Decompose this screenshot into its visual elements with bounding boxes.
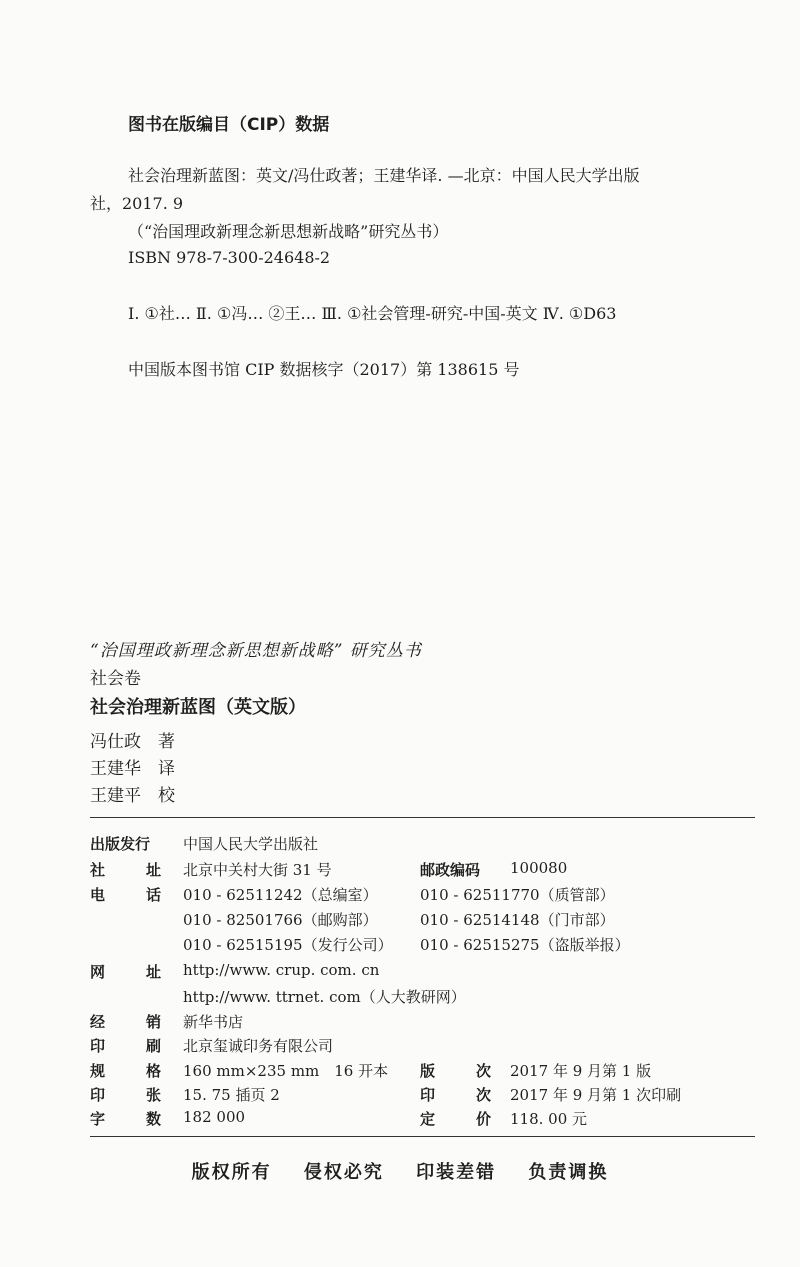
book-title: 社会治理新蓝图（英文版） — [90, 697, 306, 718]
cip-series-line: （“治国理政新理念新思想新战略”研究丛书） — [128, 222, 449, 241]
spec-value: 160 mm×235 mm 16 开本 — [183, 1062, 389, 1080]
divider-top — [90, 817, 755, 818]
copyright-notice — [0, 1158, 800, 1184]
rights-reserved: 版权所有 — [191, 1162, 272, 1183]
cip-title: 图书在版编目（CIP）数据 — [128, 115, 330, 135]
exchange-notice: 负责调换 — [528, 1162, 609, 1183]
postcode-value: 100080 — [510, 859, 568, 877]
divider-bottom — [90, 1136, 755, 1137]
cip-verification-number: 中国版本图书馆 CIP 数据核字（2017）第 138615 号 — [128, 360, 520, 379]
phone-distribution: 010 - 62515195（发行公司） — [183, 936, 393, 954]
issuer-value: 中国人民大学出版社 — [183, 835, 319, 853]
volume-name: 社会卷 — [90, 669, 141, 689]
phone-quality: 010 - 62511770（质管部） — [420, 886, 615, 904]
author-credit: 冯仕政 著 — [90, 732, 175, 752]
infringement-notice: 侵权必究 — [303, 1162, 384, 1183]
defect-notice: 印装差错 — [416, 1162, 497, 1183]
cip-catalog-line-cont: 社，2017. 9 — [90, 194, 184, 213]
edition-value: 2017 年 9 月第 1 版 — [510, 1062, 652, 1080]
phone-editorial: 010 - 62511242（总编室） — [183, 886, 378, 904]
cip-isbn: ISBN 978-7-300-24648-2 — [128, 248, 331, 267]
series-name: “治国理政新理念新思想新战略” 研究丛书 — [90, 641, 422, 661]
distributor-value: 新华书店 — [183, 1013, 244, 1031]
phone-mail-order: 010 - 82501766（邮购部） — [183, 911, 378, 929]
phone-piracy-report: 010 - 62515275（盗版举报） — [420, 936, 630, 954]
impression-value: 2017 年 9 月第 1 次印刷 — [510, 1086, 682, 1104]
printer-value: 北京玺诚印务有限公司 — [183, 1037, 334, 1055]
phone-store: 010 - 62514148（门市部） — [420, 911, 615, 929]
issuer-label: 出版发行 — [90, 835, 151, 853]
postcode-label: 邮政编码 — [420, 861, 481, 879]
translator-credit: 王建华 译 — [90, 759, 175, 779]
price-value: 118. 00 元 — [510, 1110, 588, 1128]
website-ttrnet: http://www. ttrnet. com（人大教研网） — [183, 988, 466, 1006]
proofreader-credit: 王建平 校 — [90, 786, 175, 806]
sheets-value: 15. 75 插页 2 — [183, 1086, 280, 1104]
cip-classification: Ⅰ. ①社… Ⅱ. ①冯… ②王… Ⅲ. ①社会管理-研究-中国-英文 Ⅳ. ①D63 — [128, 304, 617, 323]
words-value: 182 000 — [183, 1108, 246, 1126]
cip-catalog-line: 社会治理新蓝图：英文/冯仕政著；王建华译. —北京：中国人民大学出版 — [128, 166, 640, 185]
address-value: 北京中关村大街 31 号 — [183, 861, 332, 879]
website-crup: http://www. crup. com. cn — [183, 961, 380, 979]
